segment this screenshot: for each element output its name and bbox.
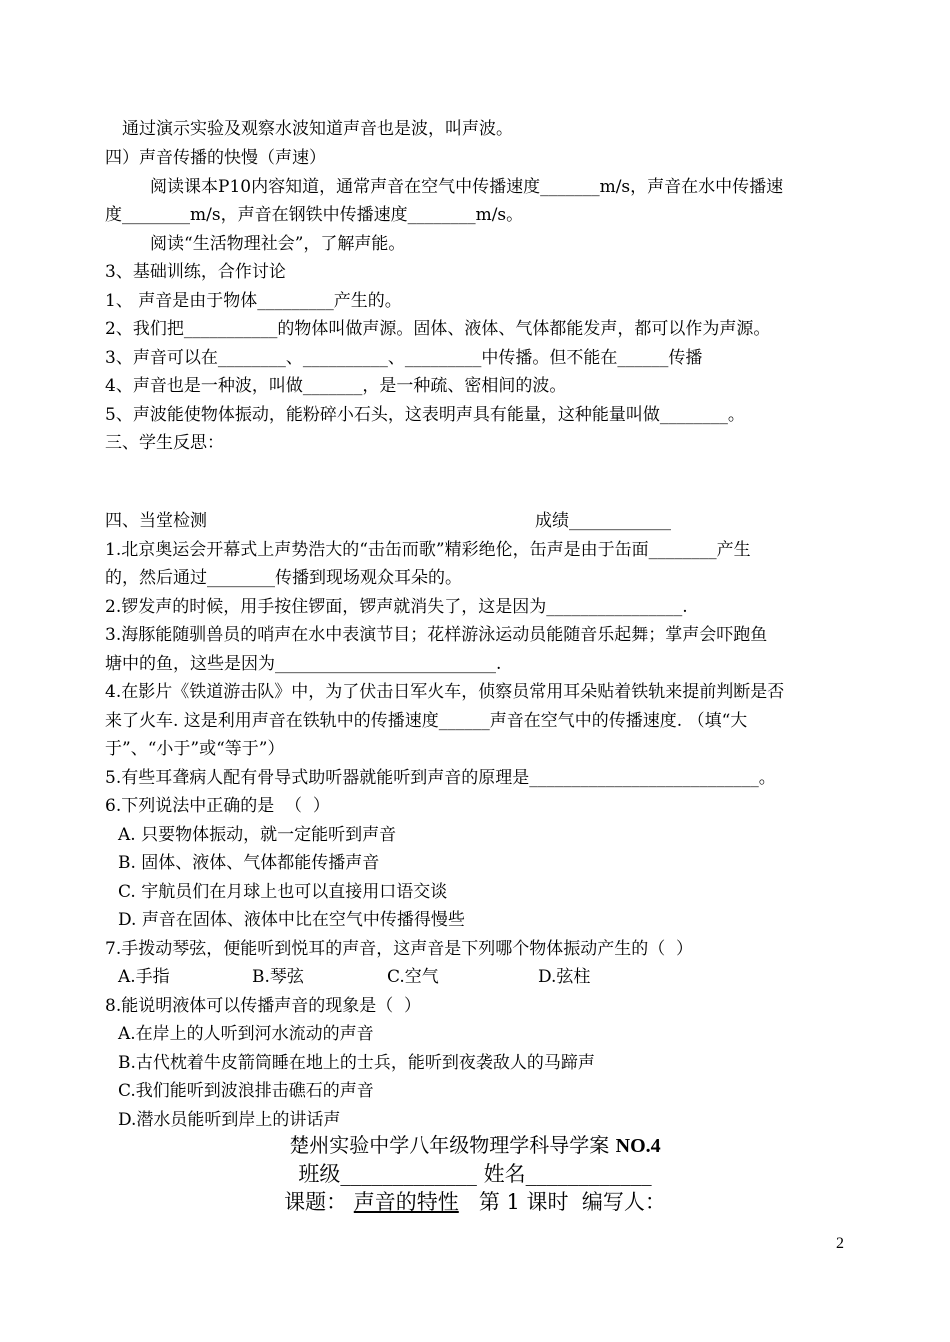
option-line: D. 声音在固体、液体中比在空气中传播得慢些 [118,910,465,930]
option-line: B.古代枕着牛皮箭筒睡在地上的士兵，能听到夜袭敌人的马蹄声 [118,1053,595,1073]
question-line: 3、声音可以在________、__________、_________中传播。但不能在______传播 [105,348,703,368]
question-line: 2.锣发声的时候，用手按住锣面，锣声就消失了，这是因为________________. [105,597,688,617]
question-line: 于”、“小于”或“等于”） [105,739,285,759]
question-line: 4.在影片《铁道游击队》中，为了伏击日军火车，侦察员常用耳朵贴着铁轨来提前判断是否 [105,682,785,702]
worksheet-title: 楚州实验中学八年级物理学科导学案 [289,1133,610,1157]
text-line: 通过演示实验及观察水波知道声音也是波，叫声波。 [122,119,513,139]
question-line: 的，然后通过________传播到现场观众耳朵的。 [105,568,462,588]
worksheet-number: NO.4 [615,1135,661,1157]
section-heading: 3、基础训练，合作讨论 [105,262,286,282]
section-heading: 四、当堂检测 [105,511,207,531]
question-line: 8.能说明液体可以传播声音的现象是（ ） [105,996,422,1016]
name-blank: ____________ [525,1162,652,1186]
topic-label: 课题： [284,1190,348,1214]
question-line: 1.北京奥运会开幕式上声势浩大的“击缶而歌”精彩绝伦，缶声是由于缶面________产生 [105,540,751,560]
lesson-number: 第 1 课时 [478,1190,569,1214]
author-label: 编写人： [581,1190,666,1214]
text-line: 阅读“生活物理社会”，了解声能。 [150,234,406,254]
section-heading: 四）声音传播的快慢（声速） [105,148,326,168]
option-line: D.潜水员能听到岸上的讲话声 [118,1110,341,1130]
option-line: B. 固体、液体、气体都能传播声音 [118,853,380,873]
worksheet-title-row [0,1132,950,1159]
topic-title: 声音的特性 [353,1190,459,1214]
option-a: A.手指 [118,967,170,987]
question-line: 来了火车. 这是利用声音在铁轨中的传播速度______声音在空气中的传播速度. （填“大 [105,711,748,731]
question-line: 3.海豚能随驯兽员的哨声在水中表演节目；花样游泳运动员能随音乐起舞；掌声会吓跑鱼 [105,625,768,645]
name-label: 姓名 [483,1162,526,1186]
question-line: 2、我们把___________的物体叫做声源。固体、液体、气体都能发声，都可以作为声源。 [105,319,771,339]
section-heading: 三、学生反思： [105,433,224,453]
question-line: 1、 声音是由于物体_________产生的。 [105,291,402,311]
question-line: 塘中的鱼，这些是因为__________________________. [105,654,502,674]
question-line: 5、声波能使物体振动，能粉碎小石头，这表明声具有能量，这种能量叫做________。 [105,405,745,425]
option-line: A.在岸上的人听到河水流动的声音 [118,1024,374,1044]
option-c: C.空气 [387,967,439,987]
option-line: C.我们能听到波浪排击礁石的声音 [118,1081,374,1101]
class-blank: _____________ [340,1162,477,1186]
option-b: B.琴弦 [252,967,304,987]
option-line: A. 只要物体振动，就一定能听到声音 [118,825,397,845]
question-line: 4、声音也是一种波，叫做_______，是一种疏、密相间的波。 [105,376,567,396]
score-field: 成绩____________ [535,511,671,531]
class-name-row [0,1161,950,1187]
text-line: 度________m/s，声音在钢铁中传播速度________m/s。 [105,205,524,225]
option-line: C. 宇航员们在月球上也可以直接用口语交谈 [118,882,448,902]
question-line: 7.手拨动琴弦，便能听到悦耳的声音，这声音是下列哪个物体振动产生的（ ） [105,939,694,959]
question-line: 5.有些耳聋病人配有骨导式助听器就能听到声音的原理是___________________________。 [105,768,776,788]
page-number: 2 [836,1235,844,1252]
class-label: 班级 [298,1162,341,1186]
option-d: D.弦柱 [538,967,591,987]
text-line: 阅读课本P10内容知道，通常声音在空气中传播速度_______m/s，声音在水中传播速 [150,177,784,197]
topic-row [0,1189,950,1215]
question-line: 6.下列说法中正确的是 （ ） [105,796,330,816]
